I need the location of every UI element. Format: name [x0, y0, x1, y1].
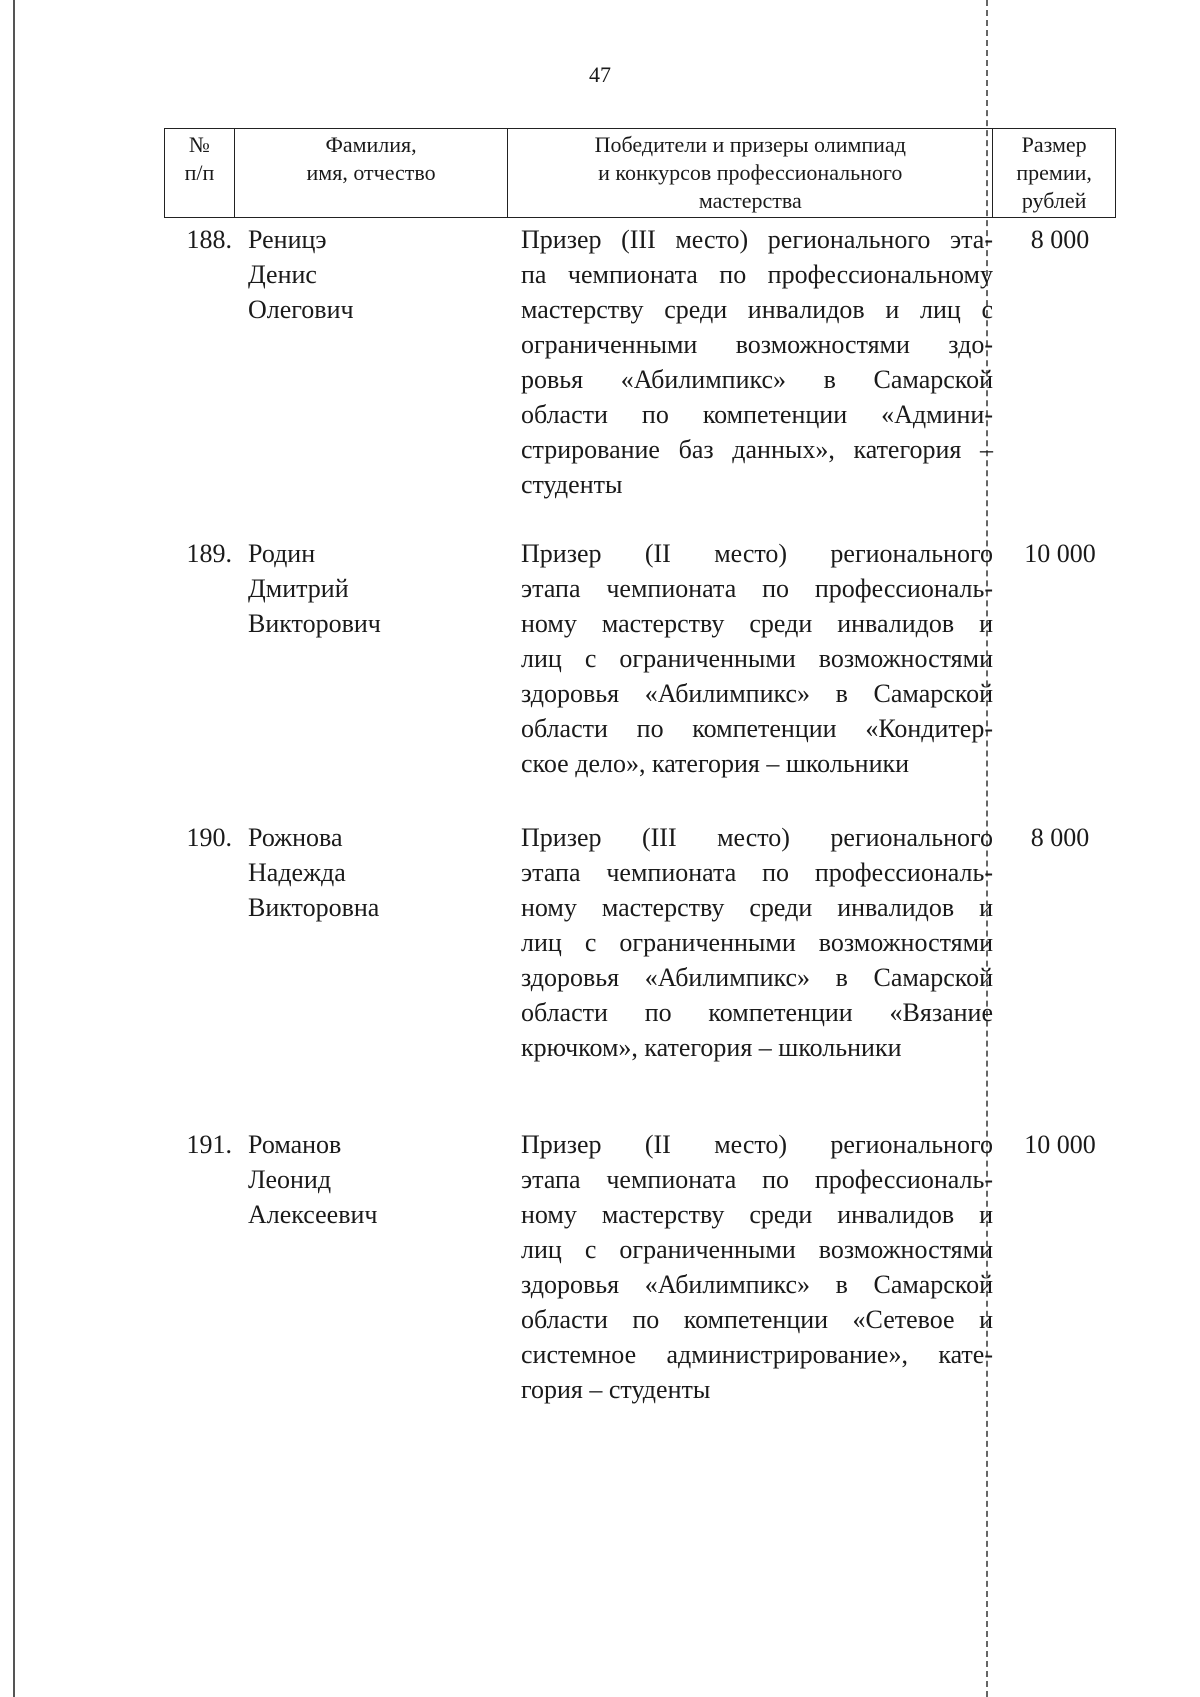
- description-line: лиц с ограниченными возможностями: [521, 928, 993, 957]
- header-description-line: и конкурсов профессионального: [598, 160, 903, 185]
- row-full-name: [248, 222, 498, 327]
- row-description: [521, 222, 993, 502]
- row-description: [521, 536, 993, 781]
- description-line: ному мастерству среди инвалидов и: [521, 893, 993, 922]
- header-description-line: Победители и призеры олимпиад: [594, 132, 906, 157]
- patronymic: Викторовна: [248, 893, 380, 922]
- header-description-column: [508, 129, 993, 217]
- page-number: 47: [589, 62, 611, 87]
- row-number: 188.: [186, 225, 232, 254]
- header-number-line: №: [188, 132, 210, 157]
- description-line: здоровья «Абилимпикс» в Самарской: [521, 1270, 993, 1299]
- description-line: Призер (II место) регионального: [521, 539, 993, 568]
- description-line: области по компетенции «Сетевое и: [521, 1305, 993, 1334]
- description-line: ограниченными возможностями здо-: [521, 330, 993, 359]
- row-number: 191.: [186, 1130, 232, 1159]
- row-amount: 10 000: [1024, 1130, 1096, 1159]
- header-name-line: имя, отчество: [306, 160, 436, 185]
- description-line: стрирование баз данных», категория –: [521, 435, 993, 464]
- first-name: Надежда: [248, 858, 346, 887]
- patronymic: Викторович: [248, 609, 381, 638]
- description-line: ному мастерству среди инвалидов и: [521, 1200, 993, 1229]
- description-line: этапа чемпионата по профессиональ-: [521, 1165, 993, 1194]
- surname: Родин: [248, 539, 316, 568]
- row-number: 190.: [186, 823, 232, 852]
- header-number-column: [165, 129, 235, 217]
- header-amount-column: [993, 129, 1115, 217]
- description-line: области по компетенции «Админи-: [521, 400, 993, 429]
- first-name: Дмитрий: [248, 574, 349, 603]
- surname: Рожнова: [248, 823, 343, 852]
- row-description: [521, 820, 993, 1065]
- row-description: [521, 1127, 993, 1407]
- description-line: крючком», категория – школьники: [521, 1033, 902, 1062]
- patronymic: Алексеевич: [248, 1200, 378, 1229]
- first-name: Денис: [248, 260, 317, 289]
- row-amount: 8 000: [1030, 823, 1090, 852]
- header-description-line: мастерства: [698, 188, 802, 213]
- description-line: гория – студенты: [521, 1375, 711, 1404]
- surname: Реницэ: [248, 225, 327, 254]
- header-amount-line: Размер: [1021, 132, 1087, 157]
- description-line: лиц с ограниченными возможностями: [521, 644, 993, 673]
- description-line: студенты: [521, 470, 623, 499]
- description-line: ному мастерству среди инвалидов и: [521, 609, 993, 638]
- header-amount-line: рублей: [1021, 188, 1087, 213]
- patronymic: Олегович: [248, 295, 354, 324]
- row-full-name: [248, 1127, 498, 1232]
- scan-left-edge: [13, 0, 15, 1697]
- table-header: [164, 128, 1116, 218]
- description-line: ровья «Абилимпикс» в Самарской: [521, 365, 993, 394]
- surname: Романов: [248, 1130, 342, 1159]
- description-line: области по компетенции «Кондитер-: [521, 714, 993, 743]
- description-line: ское дело», категория – школьники: [521, 749, 910, 778]
- header-name-column: [235, 129, 508, 217]
- description-line: Призер (III место) регионального: [521, 823, 993, 852]
- description-line: лиц с ограниченными возможностями: [521, 1235, 993, 1264]
- description-line: здоровья «Абилимпикс» в Самарской: [521, 963, 993, 992]
- description-line: Призер (III место) регионального эта-: [521, 225, 993, 254]
- row-full-name: [248, 536, 498, 641]
- description-line: этапа чемпионата по профессиональ-: [521, 574, 993, 603]
- row-amount: 8 000: [1030, 225, 1090, 254]
- description-line: мастерству среди инвалидов и лиц с: [521, 295, 993, 324]
- description-line: здоровья «Абилимпикс» в Самарской: [521, 679, 993, 708]
- description-line: системное администрирование», кате-: [521, 1340, 993, 1369]
- description-line: области по компетенции «Вязание: [521, 998, 993, 1027]
- header-number-line: п/п: [184, 160, 215, 185]
- header-amount-line: премии,: [1016, 160, 1092, 185]
- first-name: Леонид: [248, 1165, 332, 1194]
- description-line: па чемпионата по профессиональному: [521, 260, 993, 289]
- description-line: этапа чемпионата по профессиональ-: [521, 858, 993, 887]
- row-full-name: [248, 820, 498, 925]
- row-number: 189.: [186, 539, 232, 568]
- row-amount: 10 000: [1024, 539, 1096, 568]
- description-line: Призер (II место) регионального: [521, 1130, 993, 1159]
- header-name-line: Фамилия,: [325, 132, 417, 157]
